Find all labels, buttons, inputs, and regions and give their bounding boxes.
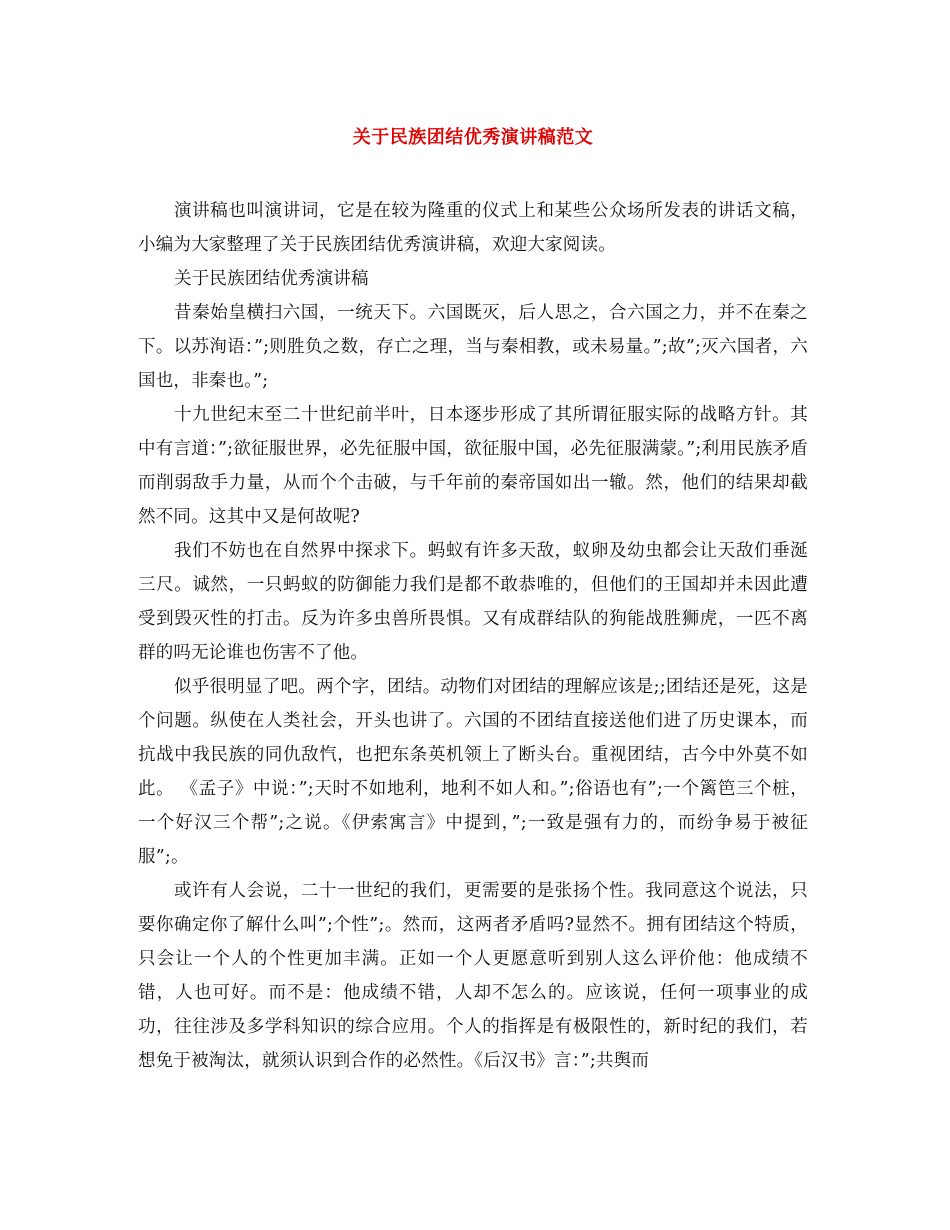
paragraph-personality: 或许有人会说，二十一世纪的我们，更需要的是张扬个性。我同意这个说法，只要你确定你了解什么叫”;个性”;。然而，这两者矛盾吗?显然不。拥有团结这个特质，只会让一个人的个性更加丰满。正如一个人更愿意听到别人这么评价他：他成绩不错，人也可好。而不是：他成绩不错，人却不怎么的。应该说，任何一项事业的成功，往往涉及多学科知识的综合应用。个人的指挥是有极限性的，新时纪的我们，若想免于被淘汰，就须认识到合作的必然性。《后汉书》言：”;共舆而 (138, 881, 808, 1071)
paragraph-ants: 我们不妨也在自然界中探求下。蚂蚁有许多天敌，蚁卵及幼虫都会让天敌们垂涎三尺。诚然，一只蚂蚁的防御能力我们是都不敢恭唯的，但他们的王国却并未因此遭受到毁灭性的打击。反为许多虫兽所畏惧。又有成群结队的狗能战胜狮虎，一匹不离群的吗无论谁也伤害不了他。 (138, 541, 808, 663)
paragraph-japan: 十九世纪末至二十世纪前半叶，日本逐步形成了其所谓征服实际的战略方针。其中有言道：”;欲征服世界，必先征服中国，欲征服中国，必先征服满蒙。”;利用民族矛盾而削弱敌手力量，从而个个击破，与千年前的秦帝国如出一辙。然，他们的结果却截然不同。这其中又是何故呢? (138, 405, 808, 527)
paragraph-unity: 似乎很明显了吧。两个字，团结。动物们对团结的理解应该是;;团结还是死，这是个问题。纵使在人类社会，开头也讲了。六国的不团结直接送他们进了历史课本，而抗战中我民族的同仇敌忾，也把东条英机领上了断头台。重视团结，古今中外莫不如此。 《孟子》中说：”;天时不如地利，地利不如人和。”;俗语也有”;一个篱笆三个桩，一个好汉三个帮”;之说。《伊索寓言》中提到，”;一致是强有力的，而纷争易于被征服”;。 (138, 677, 808, 867)
paragraph-subtitle: 关于民族团结优秀演讲稿 (174, 269, 369, 289)
paragraph-intro: 演讲稿也叫演讲词，它是在较为隆重的仪式上和某些公众场所发表的讲话文稿，小编为大家整理了关于民族团结优秀演讲稿，欢迎大家阅读。 (138, 201, 808, 255)
paragraph-qin: 昔秦始皇横扫六国，一统天下。六国既灭，后人思之，合六国之力，并不在秦之下。以苏洵语：”;则胜负之数，存亡之理，当与秦相教，或未易量。”;故”;灭六国者，六国也，非秦也。”; (138, 303, 808, 391)
document-body (138, 194, 808, 1078)
document-title: 关于民族团结优秀演讲稿范文 (352, 127, 594, 148)
